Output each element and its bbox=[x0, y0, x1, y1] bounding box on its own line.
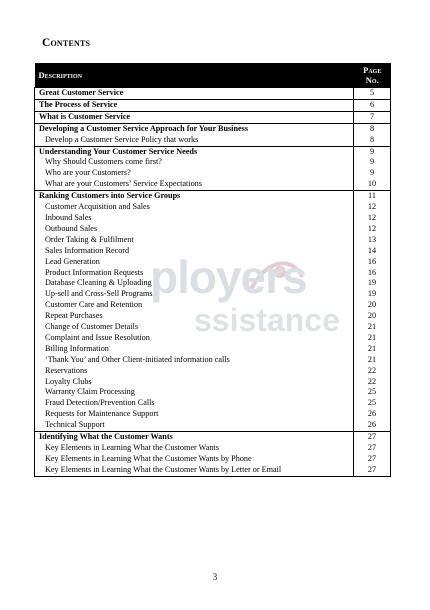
subsection-title: Key Elements in Learning What the Customer Wants by Phone bbox=[35, 454, 354, 465]
table-row bbox=[35, 257, 391, 268]
contents-body bbox=[35, 88, 391, 477]
subsection-title: Warranty Claim Processing bbox=[35, 387, 354, 398]
page-number-cell: 21 bbox=[354, 322, 391, 333]
page-number-cell: 27 bbox=[354, 465, 391, 476]
section-title: The Process of Service bbox=[35, 99, 354, 111]
page-number-cell: 21 bbox=[354, 355, 391, 366]
section-title: What is Customer Service bbox=[35, 111, 354, 123]
watermark-line2: ssistance bbox=[194, 302, 340, 338]
subsection-title: Billing Information bbox=[35, 344, 354, 355]
table-row bbox=[35, 344, 391, 355]
page-number-cell: 20 bbox=[354, 300, 391, 311]
description-column-header: Description bbox=[35, 63, 354, 88]
section-title: Identifying What the Customer Wants bbox=[35, 432, 354, 443]
page-number-cell: 25 bbox=[354, 398, 391, 409]
table-row bbox=[35, 387, 391, 398]
subsection-title: Complaint and Issue Resolution bbox=[35, 333, 354, 344]
table-row bbox=[35, 235, 391, 246]
page-number-cell: 22 bbox=[354, 366, 391, 377]
page-number-cell: 11 bbox=[354, 191, 391, 202]
table-row bbox=[35, 454, 391, 465]
subsection-title: Reservations bbox=[35, 366, 354, 377]
page-number: 3 bbox=[212, 572, 218, 582]
page-number-cell: 13 bbox=[354, 235, 391, 246]
subsection-title: Database Cleaning & Uploading bbox=[35, 278, 354, 289]
page-title: Contents bbox=[42, 37, 91, 49]
section-title: Great Customer Service bbox=[35, 88, 354, 100]
subsection-title: Sales Information Record bbox=[35, 246, 354, 257]
table-row bbox=[35, 355, 391, 366]
subsection-title: Product Information Requests bbox=[35, 268, 354, 279]
subsection-title: Requests for Maintenance Support bbox=[35, 409, 354, 420]
table-row bbox=[35, 99, 391, 111]
page-number-cell: 21 bbox=[354, 344, 391, 355]
section-title: Developing a Customer Service Approach for Your Business bbox=[35, 123, 354, 134]
subsection-title: What are your Customers’ Service Expectations bbox=[35, 179, 354, 190]
page-number-cell: 19 bbox=[354, 278, 391, 289]
page-number-cell: 27 bbox=[354, 443, 391, 454]
page-number-cell: 8 bbox=[354, 123, 391, 134]
subsection-title: ‘Thank You’ and Other Client-initiated information calls bbox=[35, 355, 354, 366]
page-number-cell: 8 bbox=[354, 135, 391, 146]
subsection-title: Lead Generation bbox=[35, 257, 354, 268]
subsection-title: Repeat Purchases bbox=[35, 311, 354, 322]
page-number-cell: 12 bbox=[354, 202, 391, 213]
page-header-line1: Page bbox=[363, 65, 382, 75]
table-row bbox=[35, 123, 391, 134]
table-row bbox=[35, 409, 391, 420]
table-row bbox=[35, 443, 391, 454]
table-row bbox=[35, 432, 391, 443]
page-number-cell: 14 bbox=[354, 246, 391, 257]
page-column-header bbox=[354, 63, 391, 88]
table-row bbox=[35, 420, 391, 431]
page-number-cell: 25 bbox=[354, 387, 391, 398]
page-number-cell: 26 bbox=[354, 420, 391, 431]
subsection-title: Change of Customer Details bbox=[35, 322, 354, 333]
page-number-cell: 27 bbox=[354, 454, 391, 465]
table-row bbox=[35, 322, 391, 333]
table-row bbox=[35, 224, 391, 235]
page-number-cell: 27 bbox=[354, 432, 391, 443]
page-header-line2: No. bbox=[365, 75, 379, 85]
table-row bbox=[35, 157, 391, 168]
subsection-title: Who are your Customers? bbox=[35, 168, 354, 179]
table-row bbox=[35, 278, 391, 289]
subsection-title: Key Elements in Learning What the Customer Wants bbox=[35, 443, 354, 454]
table-row bbox=[35, 333, 391, 344]
table-row bbox=[35, 168, 391, 179]
table-row bbox=[35, 289, 391, 300]
table-row bbox=[35, 366, 391, 377]
page-number-cell: 10 bbox=[354, 179, 391, 190]
page-number-cell: 9 bbox=[354, 157, 391, 168]
subsection-title: Why Should Customers come first? bbox=[35, 157, 354, 168]
subsection-title: Customer Care and Retention bbox=[35, 300, 354, 311]
subsection-title: Technical Support bbox=[35, 420, 354, 431]
page-number-cell: 20 bbox=[354, 311, 391, 322]
subsection-title: Loyalty Clubs bbox=[35, 377, 354, 388]
table-row bbox=[35, 398, 391, 409]
page-number-cell: 16 bbox=[354, 257, 391, 268]
table-row bbox=[35, 213, 391, 224]
subsection-title: Up-sell and Cross-Sell Programs bbox=[35, 289, 354, 300]
subsection-title: Key Elements in Learning What the Customer Wants by Letter or Email bbox=[35, 465, 354, 476]
page-number-cell: 6 bbox=[354, 99, 391, 111]
watermark-line1: ployers bbox=[150, 251, 307, 303]
subsection-title: Fraud Detection/Prevention Calls bbox=[35, 398, 354, 409]
subsection-title: Order Taking & Fulfilment bbox=[35, 235, 354, 246]
contents-table bbox=[34, 63, 391, 477]
subsection-title: Develop a Customer Service Policy that works bbox=[35, 135, 354, 146]
table-row bbox=[35, 179, 391, 190]
page-number-cell: 16 bbox=[354, 268, 391, 279]
table-row bbox=[35, 377, 391, 388]
table-row bbox=[35, 88, 391, 100]
page-number-cell: 7 bbox=[354, 111, 391, 123]
page-number-cell: 5 bbox=[354, 88, 391, 100]
subsection-title: Customer Acquisition and Sales bbox=[35, 202, 354, 213]
table-row bbox=[35, 191, 391, 202]
page-number-cell: 21 bbox=[354, 333, 391, 344]
table-row bbox=[35, 146, 391, 157]
section-title: Understanding Your Customer Service Needs bbox=[35, 146, 354, 157]
table-row bbox=[35, 268, 391, 279]
page-number-cell: 12 bbox=[354, 213, 391, 224]
table-row bbox=[35, 300, 391, 311]
page-number-cell: 26 bbox=[354, 409, 391, 420]
page-number-cell: 9 bbox=[354, 168, 391, 179]
page-number-cell: 19 bbox=[354, 289, 391, 300]
table-row bbox=[35, 465, 391, 476]
table-row bbox=[35, 202, 391, 213]
table-row bbox=[35, 246, 391, 257]
table-row bbox=[35, 111, 391, 123]
table-row bbox=[35, 311, 391, 322]
subsection-title: Outbound Sales bbox=[35, 224, 354, 235]
page-number-cell: 12 bbox=[354, 224, 391, 235]
page-number-cell: 22 bbox=[354, 377, 391, 388]
section-title: Ranking Customers into Service Groups bbox=[35, 191, 354, 202]
page-number-cell: 9 bbox=[354, 146, 391, 157]
subsection-title: Inbound Sales bbox=[35, 213, 354, 224]
table-row bbox=[35, 135, 391, 146]
table-header-row bbox=[35, 63, 391, 88]
